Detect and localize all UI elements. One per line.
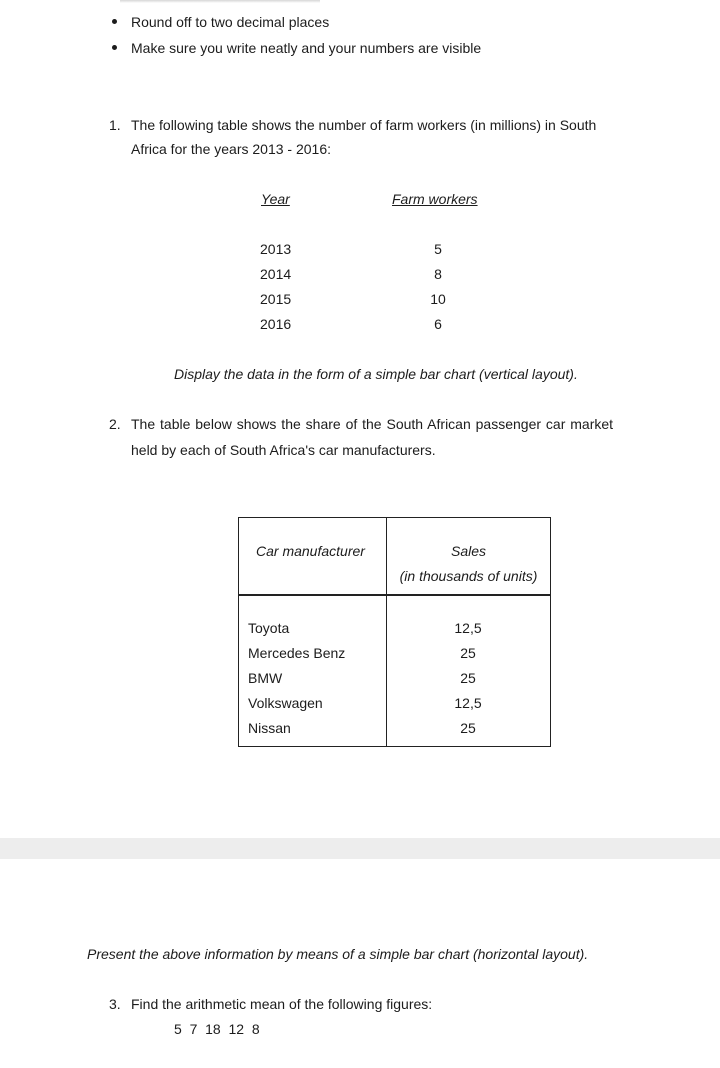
bullet-text: Round off to two decimal places xyxy=(131,14,330,30)
q2-sales-cell: 12,5 xyxy=(454,620,482,636)
q1-instruction: Display the data in the form of a simple bar chart (vertical layout). xyxy=(174,366,578,382)
q1-value-cell: 8 xyxy=(434,266,442,282)
q2-sales-cell: 25 xyxy=(460,670,476,686)
q1-year-cell: 2016 xyxy=(260,316,292,332)
page-break-band xyxy=(0,838,720,859)
q2-table-border-left xyxy=(238,517,239,747)
bullet-icon xyxy=(112,19,117,24)
q1-value-cell: 10 xyxy=(430,291,446,307)
q2-table-border-right xyxy=(550,517,551,747)
q2-instruction: Present the above information by means of a simple bar chart (horizontal layout). xyxy=(87,946,589,962)
q2-header-manufacturer: Car manufacturer xyxy=(256,543,365,559)
q2-sales-cell: 25 xyxy=(460,645,476,661)
q2-table-border-top xyxy=(238,517,551,518)
q1-year-cell: 2013 xyxy=(260,241,292,257)
q2-manufacturer-cell: Volkswagen xyxy=(248,695,323,711)
q1-year-cell: 2015 xyxy=(260,291,292,307)
q2-manufacturer-cell: BMW xyxy=(248,670,283,686)
q3-figures: 5 7 18 12 8 xyxy=(174,1021,260,1037)
q1-text-line1: The following table shows the number of farm workers (in millions) in South xyxy=(131,117,597,133)
q1-number: 1. xyxy=(109,117,121,133)
page-top-edge xyxy=(120,0,320,3)
q1-value-cell: 5 xyxy=(434,241,442,257)
q2-number: 2. xyxy=(109,416,121,432)
q2-sales-cell: 12,5 xyxy=(454,695,482,711)
q1-text-line2: Africa for the years 2013 - 2016: xyxy=(131,141,331,157)
bullet-text: Make sure you write neatly and your numbers are visible xyxy=(131,40,482,56)
q2-text-line2: held by each of South Africa's car manufacturers. xyxy=(131,442,436,458)
q2-header-sales: Sales xyxy=(450,543,487,559)
q2-header-sales-units: (in thousands of units) xyxy=(399,568,538,584)
q2-manufacturer-cell: Mercedes Benz xyxy=(248,645,346,661)
q3-text: Find the arithmetic mean of the following figures: xyxy=(131,996,433,1012)
q2-manufacturer-cell: Nissan xyxy=(248,720,291,736)
q2-sales-cell: 25 xyxy=(460,720,476,736)
q2-table-border-bottom xyxy=(238,746,551,747)
q3-number: 3. xyxy=(109,996,121,1012)
q1-header-year: Year xyxy=(261,191,290,207)
q2-table-border-middle xyxy=(238,594,551,596)
q1-year-cell: 2014 xyxy=(260,266,292,282)
q2-text-line1: The table below shows the share of the South African passenger car market xyxy=(131,416,614,432)
q1-header-farm-workers: Farm workers xyxy=(392,191,478,207)
q2-manufacturer-cell: Toyota xyxy=(248,620,290,636)
bullet-icon xyxy=(112,45,117,50)
q1-value-cell: 6 xyxy=(434,316,442,332)
